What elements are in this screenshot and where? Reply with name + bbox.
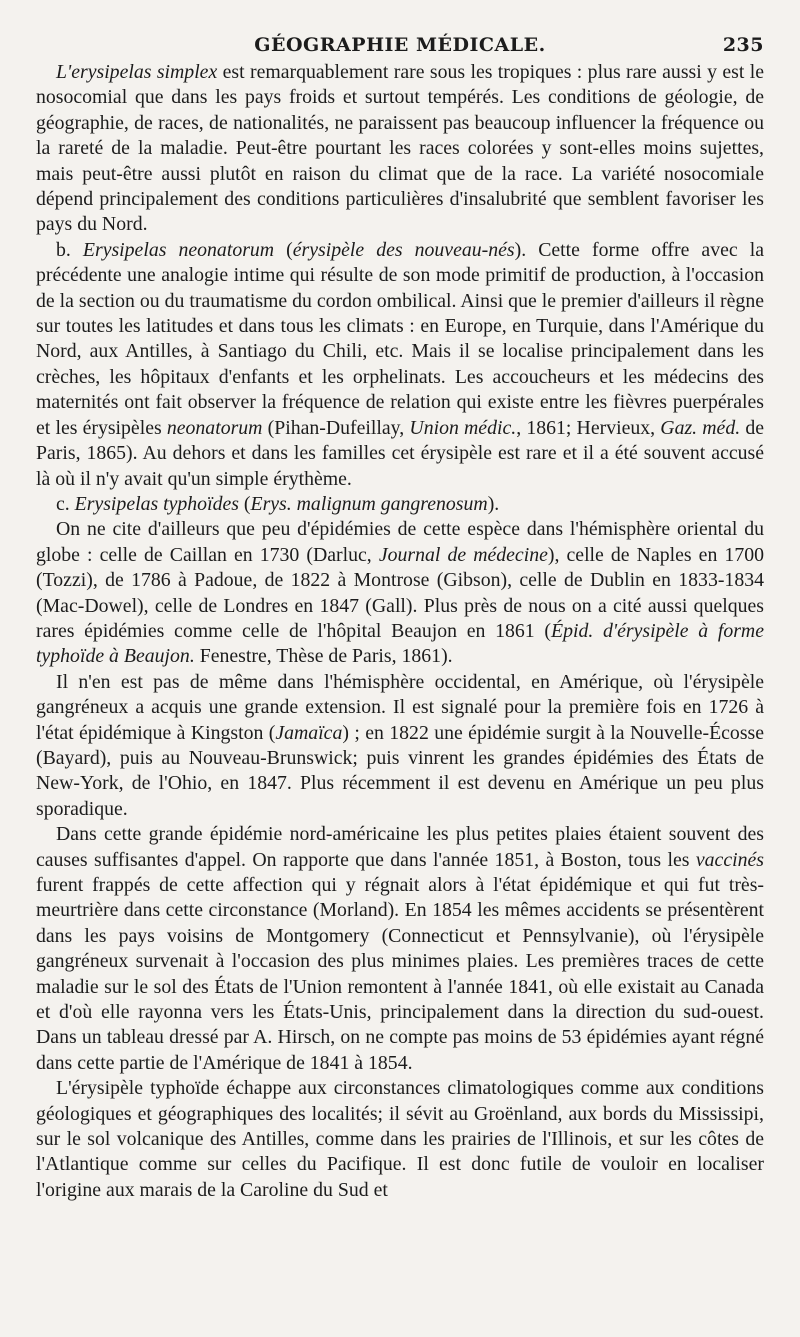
text-run: ).: [487, 492, 500, 515]
paragraph-eastern-epidemics: [36, 517, 764, 669]
italic-run: Journal de médecine: [378, 543, 548, 566]
text-run: furent frappés de cette affection qui y régnait alors à l'état épidémique et qui fut très-meurtrière dans cette circonstance (Morland). En 1854 les mêmes accidents se présentèrent dans les pays voisins de Montgomery (Connecticut et Pennsylvanie), où l'érysipèle gangréneux survenait à l'occasion des plus minimes plaies. Les premières traces de cette maladie sur le sol des États de l'Union remontent à l'année 1841, où elle existait au Canada et d'où elle rayonna vers les États-Unis, principalement dans la direction du sud-ouest. Dans un tableau dressé par A. Hirsch, on ne compte pas moins de 53 épidémies ayant régné dans cette partie de l'Amérique de 1841 à 1854.: [36, 874, 764, 1074]
text-run: b.: [56, 238, 83, 261]
text-run: Fenestre, Thèse de Paris, 1861).: [194, 645, 453, 668]
text-run: (: [274, 238, 293, 261]
paragraph-neonatorum: [36, 238, 764, 492]
italic-run: Erysipelas neonatorum: [82, 238, 275, 261]
italic-run: L'erysipelas simplex: [56, 61, 218, 83]
text-run: de Paris, 1865). Au dehors et dans les familles cet érysipèle est rare et il a été souvent accusé là où il n'y avait qu'un simple érythème.: [36, 416, 765, 490]
italic-run: Union médic.: [409, 416, 517, 439]
text-run: ), celle de Naples en 1700 (Tozzi), de 1786 à Padoue, de 1822 à Montrose (Gibson), celle de Dublin en 1833-1834 (Mac-Dowel), celle de Londres en 1847 (Gall). Plus près de nous on a cité aussi quelques rares épidémies comme celle de l'hôpital Beaujon en 1861 (: [36, 543, 764, 642]
paragraph-climatology: [36, 1076, 764, 1203]
italic-run: Jamaïca: [275, 721, 343, 744]
paragraph-western-hemisphere: [36, 670, 764, 822]
text-run: c.: [56, 492, 75, 515]
text-run: est remarquablement rare sous les tropiques : plus rare aussi y est le nosocomial que dans les pays froids et surtout tempérés. Les conditions de géologie, de géographie, de races, de nationalités, ne paraissent pas beaucoup influencer la fréquence ou la rareté de la maladie. Peut-être pourtant les races colorées y sont-elles moins sujettes, mais peut-être aussi plutôt en raison du climat que de la race. La variété nosocomiale dépend principalement des conditions particulières d'insalubrité que semblent favoriser les pays du Nord.: [36, 61, 765, 236]
page-number: 235: [722, 34, 764, 56]
italic-run: vaccinés: [695, 848, 764, 871]
italic-run: neonatorum: [166, 416, 263, 439]
text-run: (: [238, 492, 251, 515]
body-text: [36, 60, 764, 1203]
paragraph-simplex: [36, 60, 764, 238]
italic-run: érysipèle des nouveau-nés: [292, 238, 515, 261]
text-run: ). Cette forme offre avec la précédente une analogie intime qui résulte de son mode primitif de production, à l'occasion de la section ou du traumatisme du cordon ombilical. Ainsi que le premier d'ailleurs il règne sur toutes les latitudes et dans tous les climats : en Europe, en Turquie, dans l'Amérique du Nord, aux Antilles, à Santiago du Chili, etc. Mais il se localise principalement dans les crèches, les hôpitaux d'enfants et les orphelinats. Les accoucheurs et les médecins des maternités ont fait observer la fréquence de relation qui existe entre les fièvres puerpérales et les érysipèles: [36, 238, 764, 439]
text-run: ) ; en 1822 une épidémie surgit à la Nouvelle-Écosse (Bayard), puis au Nouveau-Brunswick; puis vinrent les grandes épidémies des États de New-York, de l'Ohio, en 1847. Plus récemment il est devenu en Amérique un peu plus sporadique.: [36, 721, 764, 820]
text-run: L'érysipèle typhoïde échappe aux circonstances climatologiques comme aux conditions géologiques et géographiques des localités; il sévit au Groënland, aux bords du Mississipi, sur le sol volcanique des Antilles, comme dans les prairies de l'Illinois, et sur les côtes de l'Atlantique comme sur celles du Pacifique. Il est donc futile de vouloir en localiser l'origine aux marais de la Caroline du Sud et: [36, 1077, 764, 1201]
text-run: (Pihan-Dufeillay,: [262, 416, 410, 439]
text-run: On ne cite d'ailleurs que peu d'épidémies de cette espèce dans l'hémisphère oriental du globe : celle de Caillan en 1730 (Darluc,: [36, 518, 764, 566]
text-run: Dans cette grande épidémie nord-américaine les plus petites plaies étaient souvent des causes suffisantes d'appel. On rapporte que dans l'année 1851, à Boston, tous les: [36, 823, 764, 871]
italic-run: Gaz. méd.: [660, 416, 741, 439]
text-run: , 1861; Hervieux,: [516, 416, 661, 439]
italic-run: Erysipelas typhoïdes: [74, 492, 239, 515]
italic-run: Erys. malignum gangrenosum: [250, 492, 488, 515]
italic-run: Épid. d'érysipèle à forme typhoïde à Beaujon.: [36, 619, 764, 668]
page-title: GÉOGRAPHIE MÉDICALE.: [254, 34, 546, 56]
paragraph-north-american-epidemic: [36, 822, 764, 1076]
running-header: [36, 30, 764, 60]
text-run: Il n'en est pas de même dans l'hémisphère occidental, en Amérique, où l'érysipèle gangréneux a acquis une grande extension. Il est signalé pour la première fois en 1726 à l'état épidémique à Kingston (: [36, 670, 764, 744]
paragraph-typhoides-heading: [36, 492, 764, 517]
